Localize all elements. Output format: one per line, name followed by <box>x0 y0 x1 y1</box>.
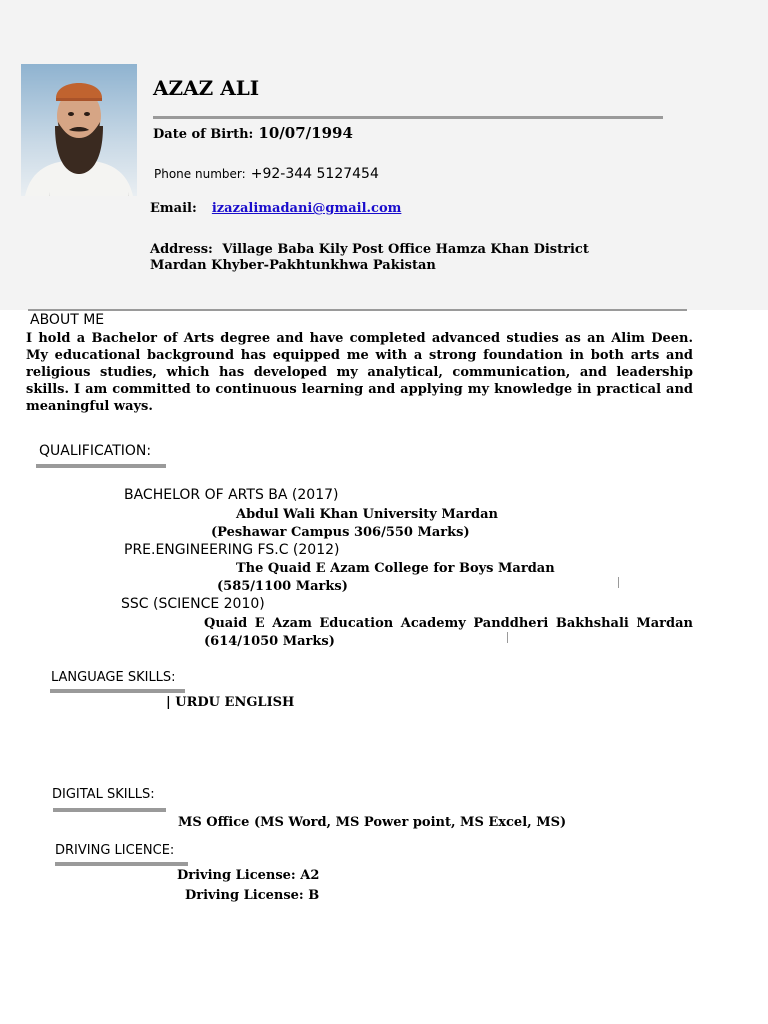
photo-shadow <box>49 192 129 196</box>
qualification-underline <box>36 464 166 468</box>
phone-value: +92-344 5127454 <box>250 166 379 182</box>
qualification-title: QUALIFICATION: <box>39 443 152 459</box>
qual-institution-1: Abdul Wali Khan University Mardan <box>236 507 498 522</box>
qual-degree-2: PRE.ENGINEERING FS.C (2012) <box>124 542 340 558</box>
language-title: LANGUAGE SKILLS: <box>51 670 176 685</box>
driving-item-2: Driving License: B <box>185 888 320 903</box>
qual-detail-2: (585/1100 Marks) <box>217 579 348 594</box>
qual-degree-1: BACHELOR OF ARTS BA (2017) <box>124 487 339 503</box>
about-title: ABOUT ME <box>30 312 105 328</box>
language-underline <box>50 689 185 693</box>
phone-label: Phone number: <box>154 167 246 181</box>
address-line-2: Mardan Khyber-Pakhtunkhwa Pakistan <box>150 258 436 273</box>
profile-photo <box>21 64 137 196</box>
qual-institution-2: The Quaid E Azam College for Boys Mardan <box>236 561 555 576</box>
dob-row <box>153 123 353 142</box>
email-link[interactable]: izazalimadani@gmail.com <box>211 201 402 216</box>
person-portrait-icon <box>21 64 137 196</box>
qual-institution-3: Quaid E Azam Education Academy Panddheri Bakhshali Mardan <box>204 616 693 631</box>
phone-row <box>154 163 379 182</box>
digital-title: DIGITAL SKILLS: <box>52 787 155 802</box>
driving-item-1: Driving License: A2 <box>177 868 320 883</box>
address-text-1: Village Baba Kily Post Office Hamza Khan District <box>222 242 589 257</box>
dob-value: 10/07/1994 <box>258 124 353 142</box>
digital-value: MS Office (MS Word, MS Power point, MS Excel, MS) <box>178 815 567 830</box>
text-cursor-mark <box>618 577 619 588</box>
qual-detail-1: (Peshawar Campus 306/550 Marks) <box>211 525 470 540</box>
text-cursor-mark <box>507 632 508 643</box>
email-label: Email: <box>150 201 197 216</box>
qual-detail-3: (614/1050 Marks) <box>204 634 335 649</box>
about-text: I hold a Bachelor of Arts degree and have completed advanced studies as an Alim Deen. My educational background has equipped me with a strong foundation in both arts and religious studies, which has developed my analytical, communication, and leadership skills. I am committed to continuous learning and applying my knowledge in practical and meaningful ways. <box>26 331 693 414</box>
driving-title: DRIVING LICENCE: <box>55 843 175 858</box>
address-label: Address: <box>150 242 213 257</box>
digital-underline <box>53 808 166 812</box>
full-name: AZAZ ALI <box>153 76 260 100</box>
dob-label: Date of Birth: <box>153 127 254 142</box>
language-value: | URDU ENGLISH <box>166 695 295 710</box>
email-row <box>150 197 401 216</box>
qual-degree-3: SSC (SCIENCE 2010) <box>121 596 265 612</box>
name-divider <box>153 116 663 119</box>
driving-underline <box>55 862 188 866</box>
address-line-1 <box>150 242 589 257</box>
header-divider <box>28 309 687 311</box>
